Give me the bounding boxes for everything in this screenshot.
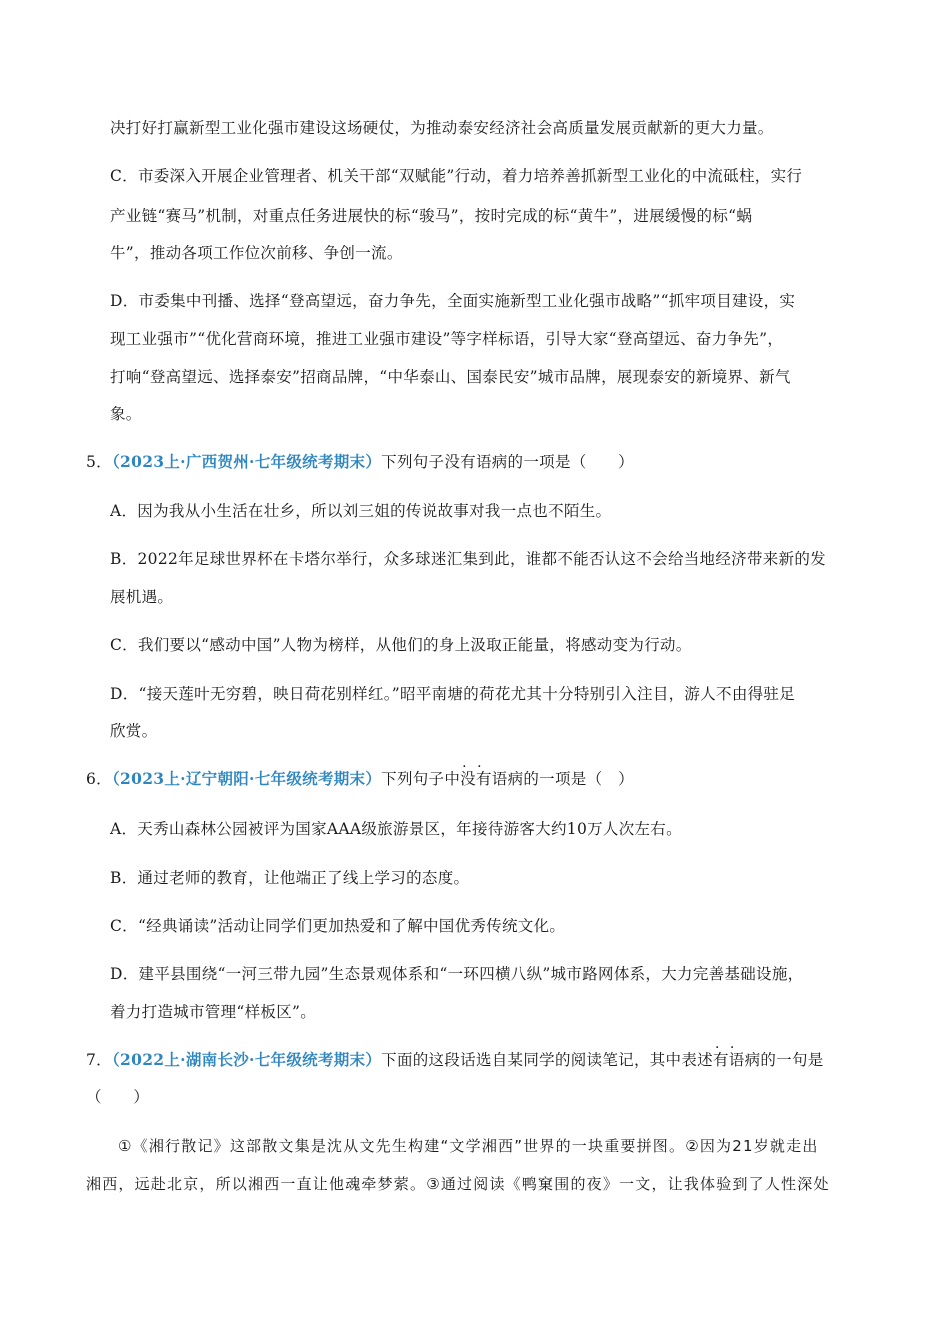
question-text-end: 语病的一项是（ ） bbox=[491, 770, 634, 788]
q4-option-d-line4: 象。 bbox=[110, 405, 142, 423]
q4-option-c: C．市委深入开展企业管理者、机关干部“双赋能”行动，着力培养善抓新型工业化的中流砥柱，实行 bbox=[110, 167, 803, 185]
question-text-end: 的一句是 bbox=[760, 1051, 824, 1069]
source-tag[interactable]: （2022上·湖南长沙·七年级统考期末） bbox=[111, 1050, 382, 1069]
q4-option-d: D．市委集中刊播、选择“登高望远，奋力争先，全面实施新型工业化强市战略”“抓牢项目建设，实 bbox=[110, 292, 796, 310]
question-text: 下列句子中 bbox=[381, 770, 461, 788]
q5-option-b-line2: 展机遇。 bbox=[110, 588, 174, 606]
question-5-stem bbox=[86, 452, 634, 472]
passage-line: 湘西，远赴北京，所以湘西一直让他魂牵梦萦。③通过阅读《鸭窠围的夜》一文，让我体验到了人性深处 bbox=[86, 1175, 830, 1193]
question-6-stem bbox=[86, 769, 634, 789]
q5-option-b: B．2022年足球世界杯在卡塔尔举行，众多球迷汇集到此，谁都不能否认这不会给当地经济带来新的发 bbox=[110, 550, 826, 568]
q6-option-d-line2: 着力打造城市管理“样板区”。 bbox=[110, 1003, 317, 1021]
question-number: 7． bbox=[86, 1051, 112, 1069]
source-tag[interactable]: （2023上·广西贺州·七年级统考期末） bbox=[111, 452, 382, 471]
q5-option-d-line2: 欣赏。 bbox=[110, 722, 158, 740]
q6-option-d: D．建平县围绕“一河三带九园”生态景观体系和“一环四横八纵”城市路网体系，大力完善基础设施， bbox=[110, 965, 804, 983]
q6-option-b: B．通过老师的教育，让他端正了线上学习的态度。 bbox=[110, 869, 470, 887]
question-number: 6． bbox=[86, 770, 112, 788]
q5-option-a: A．因为我从小生活在壮乡，所以刘三姐的传说故事对我一点也不陌生。 bbox=[110, 502, 612, 520]
q4-option-d-line2: 现工业强市”“优化营商环境，推进工业强市建设”等字样标语，引导大家“登高望远、奋力争先”， bbox=[110, 330, 784, 348]
q4-option-c-line3: 牛”，推动各项工作位次前移、争创一流。 bbox=[110, 244, 403, 262]
emphasized-text: · · 有语病 bbox=[713, 1051, 760, 1069]
question-7-stem bbox=[86, 1050, 824, 1070]
answer-blank: （ ） bbox=[86, 1088, 150, 1106]
question-text: 下列句子没有语病的一项是（ ） bbox=[381, 453, 634, 471]
q4-option-c-line2: 产业链“赛马”机制，对重点任务进展快的标“骏马”，按时完成的标“黄牛”，进展缓慢的标“蜗 bbox=[110, 207, 753, 225]
q4-text-line: 决打好打赢新型工业化强市建设这场硬仗，为推动泰安经济社会高质量发展贡献新的更大力量。 bbox=[110, 119, 774, 137]
q6-option-a: A．天秀山森林公园被评为国家AAA级旅游景区，年接待游客大约10万人次左右。 bbox=[110, 820, 682, 838]
q4-option-d-line3: 打响“登高望远、选择泰安”招商品牌，“中华泰山、国泰民安”城市品牌，展现泰安的新境界、新气 bbox=[110, 368, 791, 386]
emphasized-text: · · 没有 bbox=[460, 770, 492, 788]
q6-option-c: C．“经典诵读”活动让同学们更加热爱和了解中国优秀传统文化。 bbox=[110, 917, 566, 935]
source-tag[interactable]: （2023上·辽宁朝阳·七年级统考期末） bbox=[111, 769, 382, 788]
q5-option-c: C．我们要以“感动中国”人物为榜样，从他们的身上汲取正能量，将感动变为行动。 bbox=[110, 636, 692, 654]
question-text: 下面的这段话选自某同学的阅读笔记，其中表述 bbox=[381, 1051, 713, 1069]
q5-option-d: D．“接天莲叶无穷碧，映日荷花别样红。”昭平南塘的荷花尤其十分特别引入注目，游人不由得驻足 bbox=[110, 685, 796, 703]
passage-line: ①《湘行散记》这部散文集是沈从文先生构建“文学湘西”世界的一块重要拼图。②因为21岁就走出 bbox=[118, 1137, 819, 1155]
question-number: 5． bbox=[86, 453, 112, 471]
